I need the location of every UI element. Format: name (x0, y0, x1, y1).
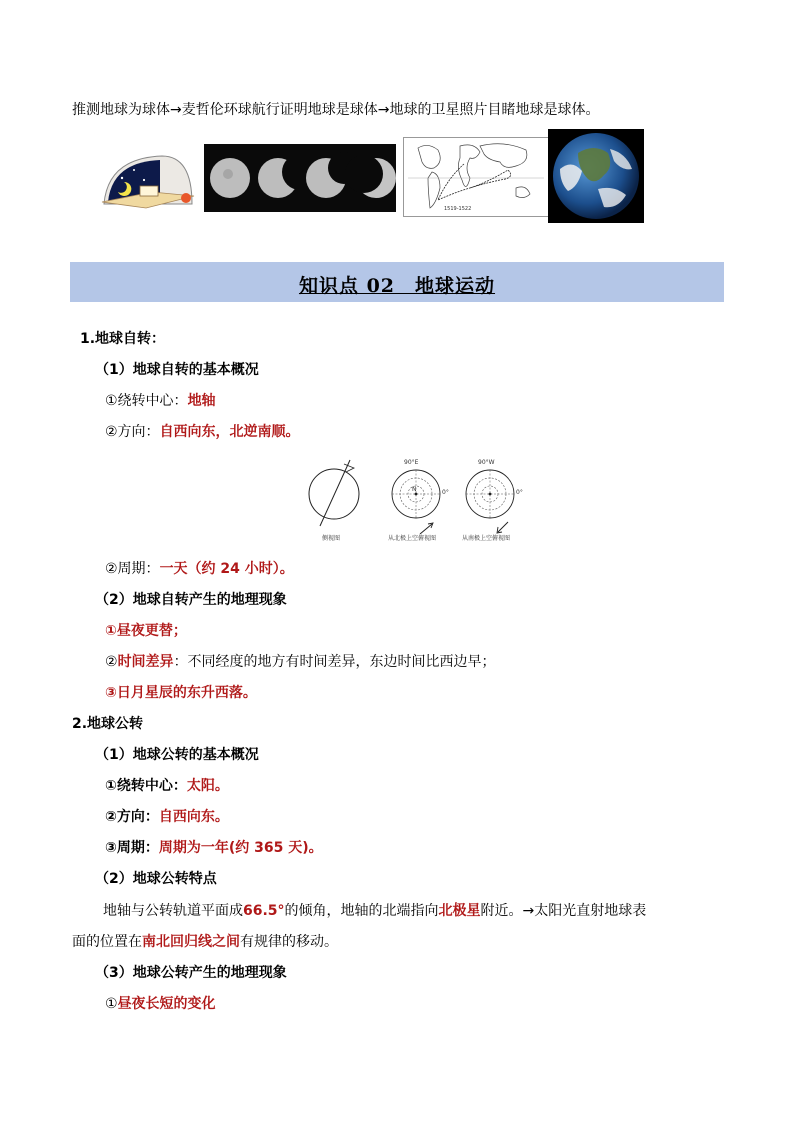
s2-period-value: 周期为一年(约 365 天)。 (158, 840, 323, 856)
s2-paragraph-line-1 (103, 902, 646, 920)
s1-center-line (105, 392, 216, 410)
south-right-label: 0° (516, 489, 523, 496)
s1-ph2-rest: ：不同经度的地方有时间差异，东边时间比西边早； (173, 654, 496, 670)
north-top-label: 90°E (404, 459, 419, 466)
s2-para-angle: 66.5° (243, 903, 285, 919)
s1-phenomenon-1: ①昼夜更替； (105, 623, 187, 639)
caption-side-view: 侧视图 (322, 535, 341, 542)
s2-center-value: 太阳。 (186, 778, 229, 794)
s2-direction-line (105, 808, 229, 826)
s1-direction-line (105, 423, 300, 441)
s2-center-prefix: ①绕转中心： (105, 778, 187, 794)
map-label: 1519-1522 (444, 206, 472, 212)
s2-sub1-title: （1）地球公转的基本概况 (95, 747, 259, 763)
intro-line: 推测地球为球体→麦哲伦环球航行证明地球是球体→地球的卫星照片目睹地球是球体。 (72, 102, 600, 118)
s2-center-line (105, 777, 229, 795)
s2-para-b: 的倾角，地轴的北端指向 (284, 903, 439, 919)
s1-period-prefix: ②周期： (105, 561, 160, 577)
s2-para-star: 北极星 (438, 903, 481, 919)
section-header-title: 知识点 02 地球运动 (298, 275, 496, 297)
s1-phenomenon-2 (105, 653, 496, 671)
section-header-bar (70, 262, 724, 302)
caption-south-view: 从南极上空俯视图 (462, 535, 511, 542)
s1-phenomenon-3: ③日月星辰的东升西落。 (105, 685, 257, 701)
s1-sub1-title: （1）地球自转的基本概况 (95, 362, 259, 378)
s2-period-prefix: ③周期： (105, 840, 159, 856)
magellan-route-map (403, 137, 549, 217)
s2-period-line (105, 839, 323, 857)
s1-ph2-red: 时间差异 (117, 654, 174, 670)
caption-north-view: 从北极上空俯视图 (388, 535, 437, 542)
s1-center-prefix: ①绕转中心： (105, 393, 188, 409)
s1-direction-value: 自西向东，北逆南顺。 (159, 424, 300, 440)
s1-title: 1.地球自转： (80, 331, 166, 347)
s2-para2-red: 南北回归线之间 (142, 934, 240, 950)
s2-para-c: 附近。→太阳光直射地球表 (480, 903, 647, 919)
s2-para2-b: 有规律的移动。 (240, 934, 338, 950)
s2-para-a: 地轴与公转轨道平面成 (103, 903, 243, 919)
rotation-figure (300, 456, 532, 542)
s2-ph1-red: 昼夜长短的变化 (117, 996, 216, 1012)
s1-period-line (105, 560, 294, 578)
s2-direction-prefix: ②方向： (105, 809, 159, 825)
s2-sub3-title: （3）地球公转产生的地理现象 (95, 965, 287, 981)
s2-sub2-title: （2）地球公转特点 (95, 871, 217, 887)
earth-photo (548, 129, 644, 223)
south-top-label: 90°W (478, 459, 495, 466)
s1-direction-prefix: ②方向： (105, 424, 160, 440)
s2-title: 2.地球公转 (72, 716, 144, 732)
north-right-label: 0° (442, 489, 449, 496)
s1-center-value: 地轴 (187, 393, 216, 409)
s1-period-value: 一天（约 24 小时）。 (159, 561, 294, 577)
s1-ph2-prefix: ② (105, 654, 118, 670)
pole-label: N (412, 486, 417, 493)
s2-direction-value: 自西向东。 (158, 809, 229, 825)
s2-ph1-prefix: ① (105, 996, 118, 1012)
s2-para2-a: 面的位置在 (72, 934, 142, 950)
s2-paragraph-line-2 (72, 933, 338, 951)
s1-sub2-title: （2）地球自转产生的地理现象 (95, 592, 287, 608)
horizon-dome-image (100, 152, 196, 210)
s2-phenomenon-1 (105, 995, 216, 1013)
lunar-eclipse-image (204, 144, 396, 212)
